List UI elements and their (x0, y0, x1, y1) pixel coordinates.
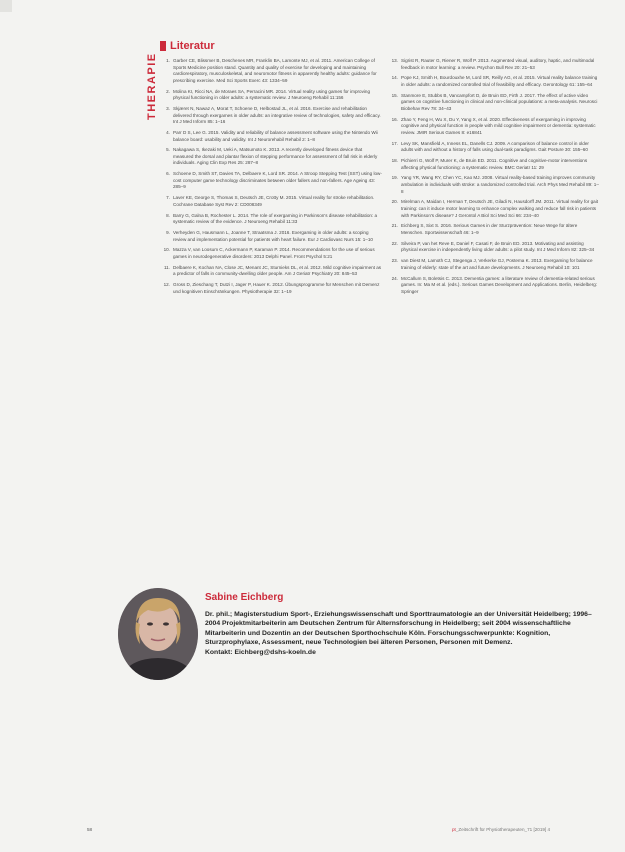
reference-item (160, 171, 382, 191)
reference-number: 5. (166, 147, 170, 153)
reference-item (388, 223, 600, 236)
journal-abbrev: pt (452, 827, 456, 832)
page-number: 58 (87, 827, 93, 832)
reference-text: Levy SK, Mansfield A, Inness EL, Danells CJ. 2009. A comparison of balance control in older adults with and without a history of falls using dual-task paradigms. Gait Posture 30: 155–60 (401, 140, 589, 153)
reference-item (160, 106, 382, 126)
reference-item (160, 265, 382, 278)
reference-text: Gross D, Zieschang T, Dutzi I, Jager P, Hauer K. 2012. Übungsprogramme für Menschen mit Demenz und kognitiven Einschränkungen. Physiotherapie 32: 1–19 (173, 282, 380, 294)
reference-number: 17. (391, 140, 398, 146)
reference-item (388, 117, 600, 137)
reference-item (160, 247, 382, 260)
reference-text: Pichierri G, Wolf P, Murer K, de Bruin ED. 2011. Cognitive and cognitive-motor interventions affecting physical functioning: a systematic review. BMC Geriatr 11: 29 (401, 158, 588, 170)
reference-item (160, 130, 382, 143)
journal-name: _Zeitschrift für Physiotherapeuten_71 [2019] 4 (455, 827, 551, 832)
reference-item (160, 213, 382, 226)
references-heading: Literatur (170, 40, 215, 52)
reference-number: 8. (166, 212, 170, 218)
reference-number: 13. (391, 58, 398, 63)
reference-number: 19. (391, 175, 398, 181)
reference-text: Pope KJ, Smith H, Bourdouxhe M, Lord SR, Reilly AG, et al. 2015. Virtual reality balance training in older adults: a randomized controlled trial of feasibility and efficacy. Gerontology 61: 155–64 (401, 75, 598, 87)
reference-item (388, 158, 600, 171)
reference-text: Sigrist R, Rauter G, Riener R, Wolf P. 2013. Augmented visual, auditory, haptic, and multimodal feedback in motor learning: a review. Psychon Bull Rev 20: 21–53 (401, 58, 595, 70)
reference-text: Skjæret N, Nawaz A, Morat T, Schoene D, Helbostad JL, et al. 2016. Exercise and rehabilitation delivered through exergames in older adults: an integrative review of technologies, safety and efficacy. Int J Med Inform 85: 1–16 (173, 105, 381, 125)
reference-item (388, 141, 600, 154)
reference-text: Schoene D, Smith ST, Davies TA, Delbaere K, Lord SR. 2014. A Stroop Stepping Test (SST) using low-cost computer game technology discriminates between older fallers and non-fallers. Age Ageing 43: 285–9 (173, 171, 382, 190)
reference-item (388, 258, 600, 271)
reference-number: 11. (163, 264, 170, 270)
heading-marker (160, 41, 166, 51)
reference-item (388, 75, 600, 88)
author-name: Sabine Eichberg (205, 592, 284, 603)
reference-text: Mirelman A, Maidan I, Herman T, Deutsch JE, Giladi N, Hausdorff JM. 2011. Virtual reality for gait training: can it induce motor learning to enhance complex walking and reduce fall risk in patients with Parkinson's disease? J Gerontol A Biol Sci Med Sci 66: 234–40 (401, 199, 599, 218)
reference-text: Silveira P, van het Reve E, Daniel F, Casati F, de Bruin ED. 2013. Motivating and assisting physical exercise in independently living older adults: a pilot study. Int J Med Inform 82: 325–34 (401, 240, 595, 253)
reference-number: 1. (166, 58, 170, 63)
reference-text: Zhao Y, Feng H, Wu X, Du Y, Yang X, et al. 2020. Effectiveness of exergaming in improving cognitive and physical function in people with mild cognitive impairment or dementia: systematic review. JMIR Serious Games 8: e16841 (401, 116, 596, 135)
reference-item (388, 175, 600, 195)
reference-number: 20. (391, 199, 398, 205)
author-bio-text (205, 610, 605, 657)
reference-item (388, 199, 600, 219)
reference-number: 3. (166, 105, 170, 111)
reference-item (160, 147, 382, 167)
heading-row (160, 40, 215, 52)
reference-text: Molina KI, Ricci NA, de Moraes SA, Perracini MR. 2014. Virtual reality using games for improving physical functioning in older adults: a systematic review. J Neuroeng Rehabil 11:156 (173, 88, 371, 101)
section-label: THERAPIE (146, 52, 158, 120)
reference-item (160, 230, 382, 243)
reference-number: 10. (163, 247, 170, 253)
reference-number: 16. (391, 116, 398, 122)
author-portrait (118, 588, 198, 680)
reference-item (160, 195, 382, 208)
reference-item (388, 276, 600, 296)
reference-text: Yang YR, Wang RY, Chen YC, Kao MJ. 2008. Virtual reality-based training improves community ambulation in individuals with stroke: a randomized controlled trial. Arch Phys Med Rehabil 89: 1–8 (401, 175, 599, 194)
reference-number: 2. (166, 88, 170, 94)
reference-number: 14. (391, 75, 398, 81)
reference-text: Stanmore E, Stubbs B, Vancampfort D, de Bruin ED, Firth J. 2017. The effect of active video games on cognitive functioning in clinical and non-clinical populations: a meta-analysis. Neurosci Biobehav Rev 78: 34–43 (401, 92, 598, 111)
reference-number: 24. (391, 275, 398, 281)
reference-number: 21. (391, 223, 398, 229)
reference-item (388, 93, 600, 113)
reference-text: McCallum S, Boletsis C. 2013. Dementia games: a literature review of dementia-related serious games. In: Ma M et al. (eds.). Serious Games Development and Applications. Berlin, Heidelberg: Springer (401, 275, 598, 294)
page-corner (0, 0, 12, 12)
reference-number: 12. (163, 282, 170, 288)
references-left-column (160, 58, 382, 299)
reference-number: 6. (166, 171, 170, 177)
reference-text: Barry G, Galna B, Rochester L. 2014. The role of exergaming in Parkinson's disease rehabilitation: a systematic review of the evidence. J Neuroeng Rehabil 11:33 (173, 212, 378, 225)
reference-number: 4. (166, 129, 170, 135)
reference-number: 15. (391, 92, 398, 98)
reference-text: Delbaere K, Kochan NA, Close JC, Menant JC, Sturnieks DL, et al. 2012. Mild cognitive impairment as a predictor of falls in community-dwelling older people. Am J Geriatr Psychiatry 20: 845–53 (173, 264, 382, 277)
reference-item (160, 282, 382, 295)
page-footer (0, 826, 625, 836)
reference-text: van Diest M, Lamoth CJ, Stegenga J, Verkerke GJ, Postema K. 2013. Exergaming for balance training of elderly: state of the art and future developments. J Neuroeng Rehabil 10: 101 (401, 258, 593, 270)
author-bio-body: Dr. phil.; Magisterstudium Sport-, Erziehungswissenschaft und Sporttraumatologie an der Universität Heidelberg; 1996–2004 Projektmitarbeiterin am Deutschen Zentrum für Alternsforschung in Heidelberg; seit 2004 wissenschaftliche Mitarbeiterin und Dozentin an der Deutschen Sporthochschule Köln. Forschungsschwerpunkte: Kognition, Sturzprophylaxe, Assessment, neue Technologien bei älteren Personen, Personen mit Demenz. (205, 611, 592, 647)
reference-item (160, 58, 382, 84)
reference-text: Nakagawa S, Ikezaki M, Ueki A, Matsumoto K. 2013. A recently developed fitness device that measured the dorsal and plantar flexion of stepping performance for assessment of fall risk in elderly individuals. Aging Clin Exp Res 25: 287–8 (173, 147, 378, 166)
reference-number: 9. (166, 229, 170, 235)
reference-text: Eichberg S, Sixt S. 2016. Serious Games in der Sturzprävention: Neue Wege für ältere Menschen. Sportwissenschaft 46: 1–9 (401, 223, 578, 235)
reference-item (388, 58, 600, 71)
reference-number: 18. (391, 158, 398, 164)
reference-item (388, 241, 600, 254)
references-right-column (388, 58, 600, 299)
reference-item (160, 89, 382, 102)
reference-number: 22. (391, 240, 398, 246)
reference-text: Garber CE, Blissmer B, Deschenes MR, Franklin BA, Lamonte MJ, et al. 2011. American College of Sports Medicine position stand. Quantity and quality of exercise for developing and maintaining cardiorespiratory, musculoskeletal, and neuromotor fitness in apparently healthy adults: guidance for prescribing exercise. Med Sci Sports Exerc 43: 1334–59 (173, 58, 377, 83)
author-bio (118, 588, 608, 680)
journal-footer (452, 827, 550, 832)
reference-text: Mazza V, van Loosum C, Ackermann P, Karaman P. 2014. Recommendations for the use of serious games in neurodegenerative disorders: 2013 Delphi Panel. Front Psychol 5:21 (173, 247, 375, 259)
reference-text: Verheyden G, Hausmann L, Joanne T, Straatsma J. 2016. Exergaming in older adults: a scoping review and implementation potential for patients with heart failure. Eur J Cardiovasc Nurs 15: 1–10 (173, 229, 373, 242)
reference-number: 23. (391, 258, 398, 264)
author-contact: Kontakt: Eichberg@dshs-koeln.de (205, 648, 316, 656)
reference-text: Laver KE, George S, Thomas S, Deutsch JE, Crotty M. 2015. Virtual reality for stroke rehabilitation. Cochrane Database Syst Rev 2: CD008349 (173, 195, 375, 207)
reference-number: 7. (166, 195, 170, 201)
reference-text: Parr D S, Lee G. 2015. Validity and reliability of balance assessment software using the Nintendo Wii balance board: usability and validity. Int J Neurorehabil Rehabil 2: 1–8 (173, 129, 378, 142)
